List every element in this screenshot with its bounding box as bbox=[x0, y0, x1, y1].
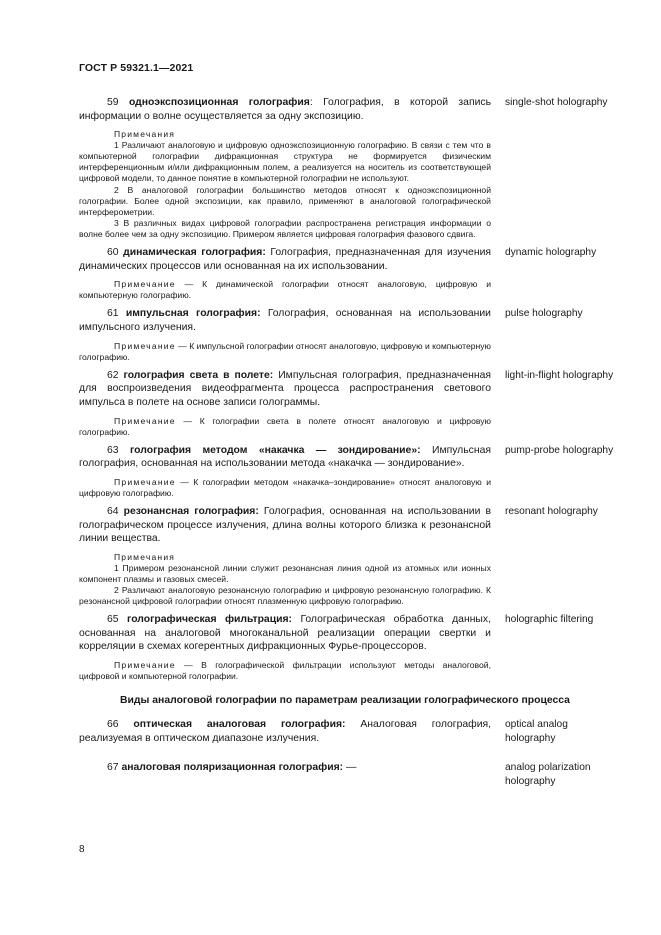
term-67 bbox=[79, 761, 591, 788]
term-name: резонансная голография: bbox=[123, 506, 259, 518]
term-65 bbox=[79, 613, 594, 654]
note-label: Примечание bbox=[114, 660, 176, 671]
terms-list bbox=[79, 96, 614, 788]
note-text: — К голографии методом «накачка–зондирование» относят аналоговую и цифровую голографию. bbox=[79, 476, 491, 499]
term-61 bbox=[79, 307, 583, 334]
english-equivalent: holographic filtering bbox=[505, 614, 594, 626]
note: 1 Примером резонансной линии служит резонансная линия одной из атомных или ионных компонент плазмы и газовых смесей. bbox=[79, 562, 491, 584]
term-62 bbox=[79, 369, 614, 410]
term-66 bbox=[79, 718, 568, 745]
note-text: — К голографии света в полете относят аналоговую и цифровую голографию. bbox=[79, 415, 491, 437]
term-name: голографическая фильтрация: bbox=[127, 614, 293, 626]
note-label: Примечание bbox=[114, 476, 176, 487]
term-definition: 64 резонансная голография: Голография, основанная на использовании в голографическом процессе излучения, длина волны которого близка к резонансной линии вещества. bbox=[79, 506, 491, 545]
term-name: одноэкспозиционная голография bbox=[128, 97, 310, 108]
notes-title: Примечания bbox=[114, 129, 176, 140]
term-name: оптическая аналоговая голография: bbox=[133, 719, 346, 731]
notes-title: Примечания bbox=[114, 551, 176, 562]
english-equivalent: pump-probe holography bbox=[505, 444, 614, 456]
notes-59 bbox=[79, 129, 491, 240]
note: 1 Различают аналоговую и цифровую одноэкспозиционную голографию. В связи с тем что в компьютерной голографии дифракционная структура не формируется физическим интерференционным и/или дифракционным полем, а реализуется на носитель из соответствующей цифровой модели, то данное понятие в компьютерной голографии не используют. bbox=[79, 140, 491, 184]
english-equivalent: analog polarization holography bbox=[505, 762, 591, 788]
english-equivalent: light-in-flight holography bbox=[505, 369, 614, 381]
note-65 bbox=[79, 660, 491, 682]
note-63 bbox=[79, 477, 491, 499]
note: 3 В различных видах цифровой голографии распространена регистрация информации о волне более чем за одну экспозицию. Примером является цифровая голография фазового сдвига. bbox=[79, 217, 491, 239]
term-name: голография света в полете: bbox=[123, 369, 274, 381]
note-label: Примечание bbox=[114, 415, 176, 426]
notes-64 bbox=[79, 552, 491, 607]
english-equivalent: single-shot holography bbox=[505, 97, 608, 108]
term-63 bbox=[79, 444, 614, 471]
note-62 bbox=[79, 416, 491, 438]
term-60 bbox=[79, 246, 597, 273]
note: 2 В аналоговой голографии большинство методов относят к одноэкспозиционной голографии. Более одной экспозиции, как правило, применяют в аналоговой голографической интерферометрии. bbox=[79, 184, 491, 217]
note-text: — К динамической голографии относят аналоговую, цифровую и компьютерную голографию. bbox=[79, 279, 491, 301]
term-definition: 65 голографическая фильтрация: Голографическая обработка данных, основанная на аналоговой многоканальной реализации операции свертки и корреляции в схемах когерентных дифракционных Фурье-процессоров. bbox=[79, 614, 491, 653]
term-definition: 59 одноэкспозиционная голография: Голография, в которой запись информации о волне осуществляется за одну экспозицию. bbox=[79, 97, 491, 122]
english-equivalent: optical analog holography bbox=[505, 719, 568, 744]
note-60 bbox=[79, 279, 491, 301]
term-59 bbox=[79, 96, 608, 123]
term-definition: 66 оптическая аналоговая голография: Аналоговая голография, реализуемая в оптическом диапазоне излучения. bbox=[79, 719, 492, 744]
document-header: ГОСТ Р 59321.1—2021 bbox=[79, 62, 194, 74]
term-name: импульсная голография: bbox=[125, 308, 261, 320]
note-label: Примечание bbox=[114, 340, 176, 351]
term-name: голография методом «накачка — зондирование»: bbox=[129, 444, 421, 456]
page-number: 8 bbox=[79, 844, 85, 855]
term-name: динамическая голография: bbox=[123, 247, 266, 259]
term-definition: 61 импульсная голография: Голография, основанная на использовании импульсного излучения. bbox=[79, 308, 491, 333]
note-text: — В голографической фильтрации используют методы аналоговой, цифровой и компьютерной голографии. bbox=[79, 660, 491, 682]
note-label: Примечание bbox=[114, 279, 176, 290]
term-definition: 62 голография света в полете: Импульсная голография, предназначенная для воспроизведения видеофрагмента процесса распространения светового импульса в полете на основе записи голограммы. bbox=[79, 369, 492, 408]
english-equivalent: resonant holography bbox=[505, 506, 598, 518]
note-text: — К импульсной голографии относят аналоговую, цифровую и компьютерную голографию. bbox=[79, 340, 491, 362]
term-name: аналоговая поляризационная голография: bbox=[121, 762, 344, 774]
term-definition: 67 аналоговая поляризационная голография: — bbox=[107, 762, 357, 774]
term-64 bbox=[79, 505, 598, 546]
term-definition: 60 динамическая голография: Голография, предназначенная для изучения динамических процессов или основанная на их использовании. bbox=[79, 247, 492, 272]
term-definition: 63 голография методом «накачка — зондирование»: Импульсная голография, основанная на использовании метода «накачка — зондирование». bbox=[79, 444, 491, 470]
english-equivalent: pulse holography bbox=[505, 308, 583, 320]
note: 2 Различают аналоговую резонансную голографию и цифровую резонансную голографию. К резонансной цифровой голографии относят плазменную цифровую голографию. bbox=[79, 585, 491, 607]
note-61 bbox=[79, 341, 491, 363]
section-heading: Виды аналоговой голографии по параметрам реализации голографического процесса bbox=[120, 695, 570, 707]
english-equivalent: dynamic holography bbox=[505, 247, 597, 259]
